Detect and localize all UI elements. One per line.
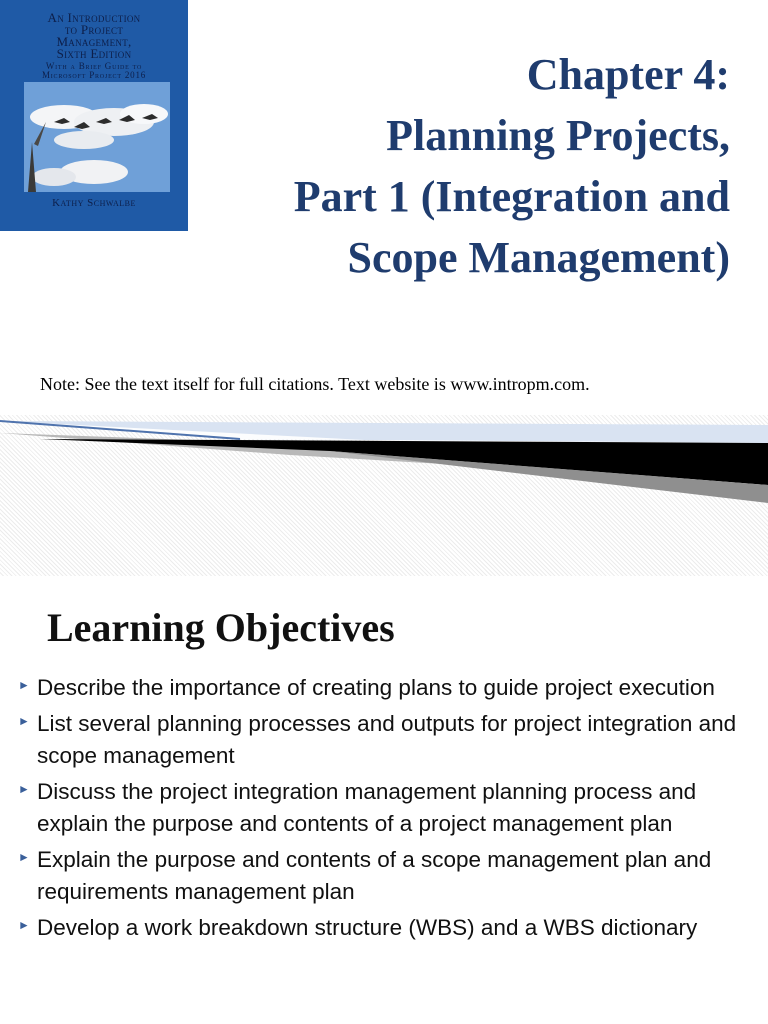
chapter-title-line: Scope Management)	[347, 233, 730, 282]
cover-title-line: Management,	[56, 34, 132, 49]
list-item-text: Develop a work breakdown structure (WBS) and a WBS dictionary	[37, 915, 698, 940]
chapter-title-line: Planning Projects,	[386, 111, 730, 160]
cover-subtitle-line: With a Brief Guide to	[45, 61, 143, 71]
list-item	[18, 708, 766, 772]
book-cover	[0, 0, 188, 231]
arrow-right-icon: ►	[18, 782, 30, 796]
chapter-title-line: Chapter 4:	[526, 50, 730, 99]
citation-note: Note: See the text itself for full citations. Text website is www.intropm.com.	[40, 374, 590, 394]
list-item	[18, 912, 766, 944]
list-item-text: Describe the importance of creating plans to guide project execution	[37, 675, 715, 700]
chapter-title	[190, 44, 730, 288]
cover-title-line: An Introduction	[47, 10, 141, 25]
arrow-right-icon: ►	[18, 918, 30, 932]
arrow-right-icon: ►	[18, 678, 30, 692]
list-item	[18, 844, 766, 908]
list-item-text: Explain the purpose and contents of a scope management plan and requirements management plan	[37, 847, 712, 904]
list-item	[18, 672, 766, 704]
arrow-right-icon: ►	[18, 850, 30, 864]
objectives-list	[18, 672, 766, 948]
cover-photo-birds-sky	[24, 82, 170, 192]
cover-title-line: to Project	[64, 22, 124, 37]
list-item	[18, 776, 766, 840]
arrow-right-icon: ►	[18, 714, 30, 728]
list-item-text: List several planning processes and outputs for project integration and scope management	[37, 711, 737, 768]
cover-subtitle	[6, 62, 182, 80]
cover-title	[6, 12, 182, 60]
decorative-swoosh	[0, 415, 768, 576]
cover-author: Kathy Schwalbe	[52, 197, 136, 209]
cover-title-line: Sixth Edition	[56, 46, 132, 61]
learning-objectives-slide	[0, 576, 768, 1024]
slide-heading: Learning Objectives	[47, 605, 395, 650]
chapter-title-line: Part 1 (Integration and	[293, 172, 730, 221]
list-item-text: Discuss the project integration management planning process and explain the purpose and contents of a project management plan	[37, 779, 697, 836]
cover-subtitle-line: Microsoft Project 2016	[41, 70, 147, 80]
